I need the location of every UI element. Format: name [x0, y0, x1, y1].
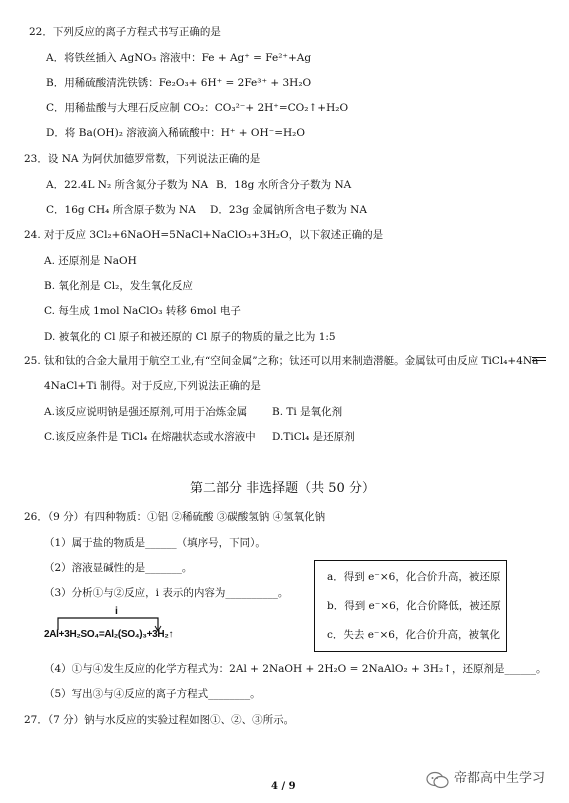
bracket-label: i: [115, 605, 118, 617]
q26-sub3: （3）分析①与②反应，i 表示的内容为__________。: [44, 587, 289, 599]
reaction-arrow: [532, 357, 546, 361]
q25-stem-line2: 4NaCl+Ti 制得。对于反应,下列说法正确的是: [44, 380, 261, 392]
q26-sub5: （5）写出③与④反应的离子方程式________。: [44, 688, 261, 700]
box-option-c: c．失去 e⁻×6，化合价升高，被氧化: [327, 629, 500, 641]
section-title: 第二部分 非选择题（共 50 分）: [190, 481, 375, 496]
watermark: 帝都高中生学习: [454, 771, 546, 786]
q27-stem: 27．（7 分）钠与水反应的实验过程如图①、②、③所示。: [24, 714, 295, 726]
q25-option-c: C.该反应条件是 TiCl₄ 在熔融状态或水溶液中: [44, 431, 256, 443]
q23-option-c: C．16g CH₄ 所含原子数为 NA: [46, 204, 196, 216]
q22-option-c: C．用稀盐酸与大理石反应制 CO₂：CO₃²⁻+ 2H⁺=CO₂↑+H₂O: [46, 102, 349, 114]
q23-option-d: D．23g 金属钠所含电子数为 NA: [210, 204, 367, 216]
page-number: 4 / 9: [271, 781, 296, 792]
q25-option-a: A.该反应说明钠是强还原剂,可用于冶炼金属: [44, 406, 248, 418]
q22-option-b: B．用稀硫酸清洗铁锈：Fe₂O₃+ 6H⁺ = 2Fe³⁺ + 3H₂O: [46, 77, 312, 89]
box-option-a: a．得到 e⁻×6，化合价升高，被还原: [327, 571, 501, 583]
options-box: [314, 560, 507, 652]
q24-stem: 24. 对于反应 3Cl₂+6NaOH=5NaCl+NaClO₃+3H₂O，以下叙述正确的是: [24, 229, 384, 241]
q25-option-b: B. Ti 是氧化剂: [272, 406, 343, 418]
q23-option-a: A．22.4L N₂ 所含氮分子数为 NA: [46, 179, 209, 191]
q26-sub4: （4）①与④发生反应的化学方程式为：2Al + 2NaOH + 2H₂O = 2NaAlO₂ + 3H₂↑，还原剂是______。: [44, 663, 547, 675]
wechat-icon: [426, 770, 450, 790]
q25-option-d: D.TiCl₄ 是还原剂: [272, 431, 355, 443]
q24-option-d: D. 被氧化的 Cl 原子和被还原的 Cl 原子的物质的量之比为 1:5: [44, 331, 336, 343]
q25-stem-line1: 25. 钛和钛的合金大量用于航空工业,有“空间金属”之称；钛还可以用来制造潜艇。金属钛可由反应 TiCl₄+4Na: [24, 355, 539, 367]
q26-sub2: （2）溶液显碱性的是_______。: [44, 562, 193, 574]
q24-option-c: C. 每生成 1mol NaClO₃ 转移 6mol 电子: [44, 305, 241, 317]
q22-option-d: D．将 Ba(OH)₂ 溶液滴入稀硫酸中：H⁺ + OH⁻=H₂O: [46, 127, 305, 139]
q26-stem: 26．（9 分）有四种物质：①铝 ②稀硫酸 ③碳酸氢钠 ④氢氧化钠: [24, 511, 326, 523]
box-option-b: b．得到 e⁻×6，化合价降低，被还原: [327, 600, 501, 612]
q22-stem: 22．下列反应的离子方程式书写正确的是: [29, 26, 221, 38]
q24-option-b: B. 氧化剂是 Cl₂，发生氧化反应: [44, 280, 193, 292]
q23-option-b: B．18g 水所含分子数为 NA: [216, 179, 352, 191]
q24-option-a: A. 还原剂是 NaOH: [44, 255, 137, 267]
q26-sub1: （1）属于盐的物质是______（填序号，下同）。: [44, 537, 266, 549]
reaction-equation: 2Al+3H₂SO₄=Al₂(SO₄)₃+3H₂↑: [44, 629, 174, 640]
q22-option-a: A．将铁丝插入 AgNO₃ 溶液中：Fe + Ag⁺ = Fe²⁺+Ag: [46, 52, 312, 64]
q23-stem: 23．设 NA 为阿伏加德罗常数，下列说法正确的是: [24, 153, 261, 165]
